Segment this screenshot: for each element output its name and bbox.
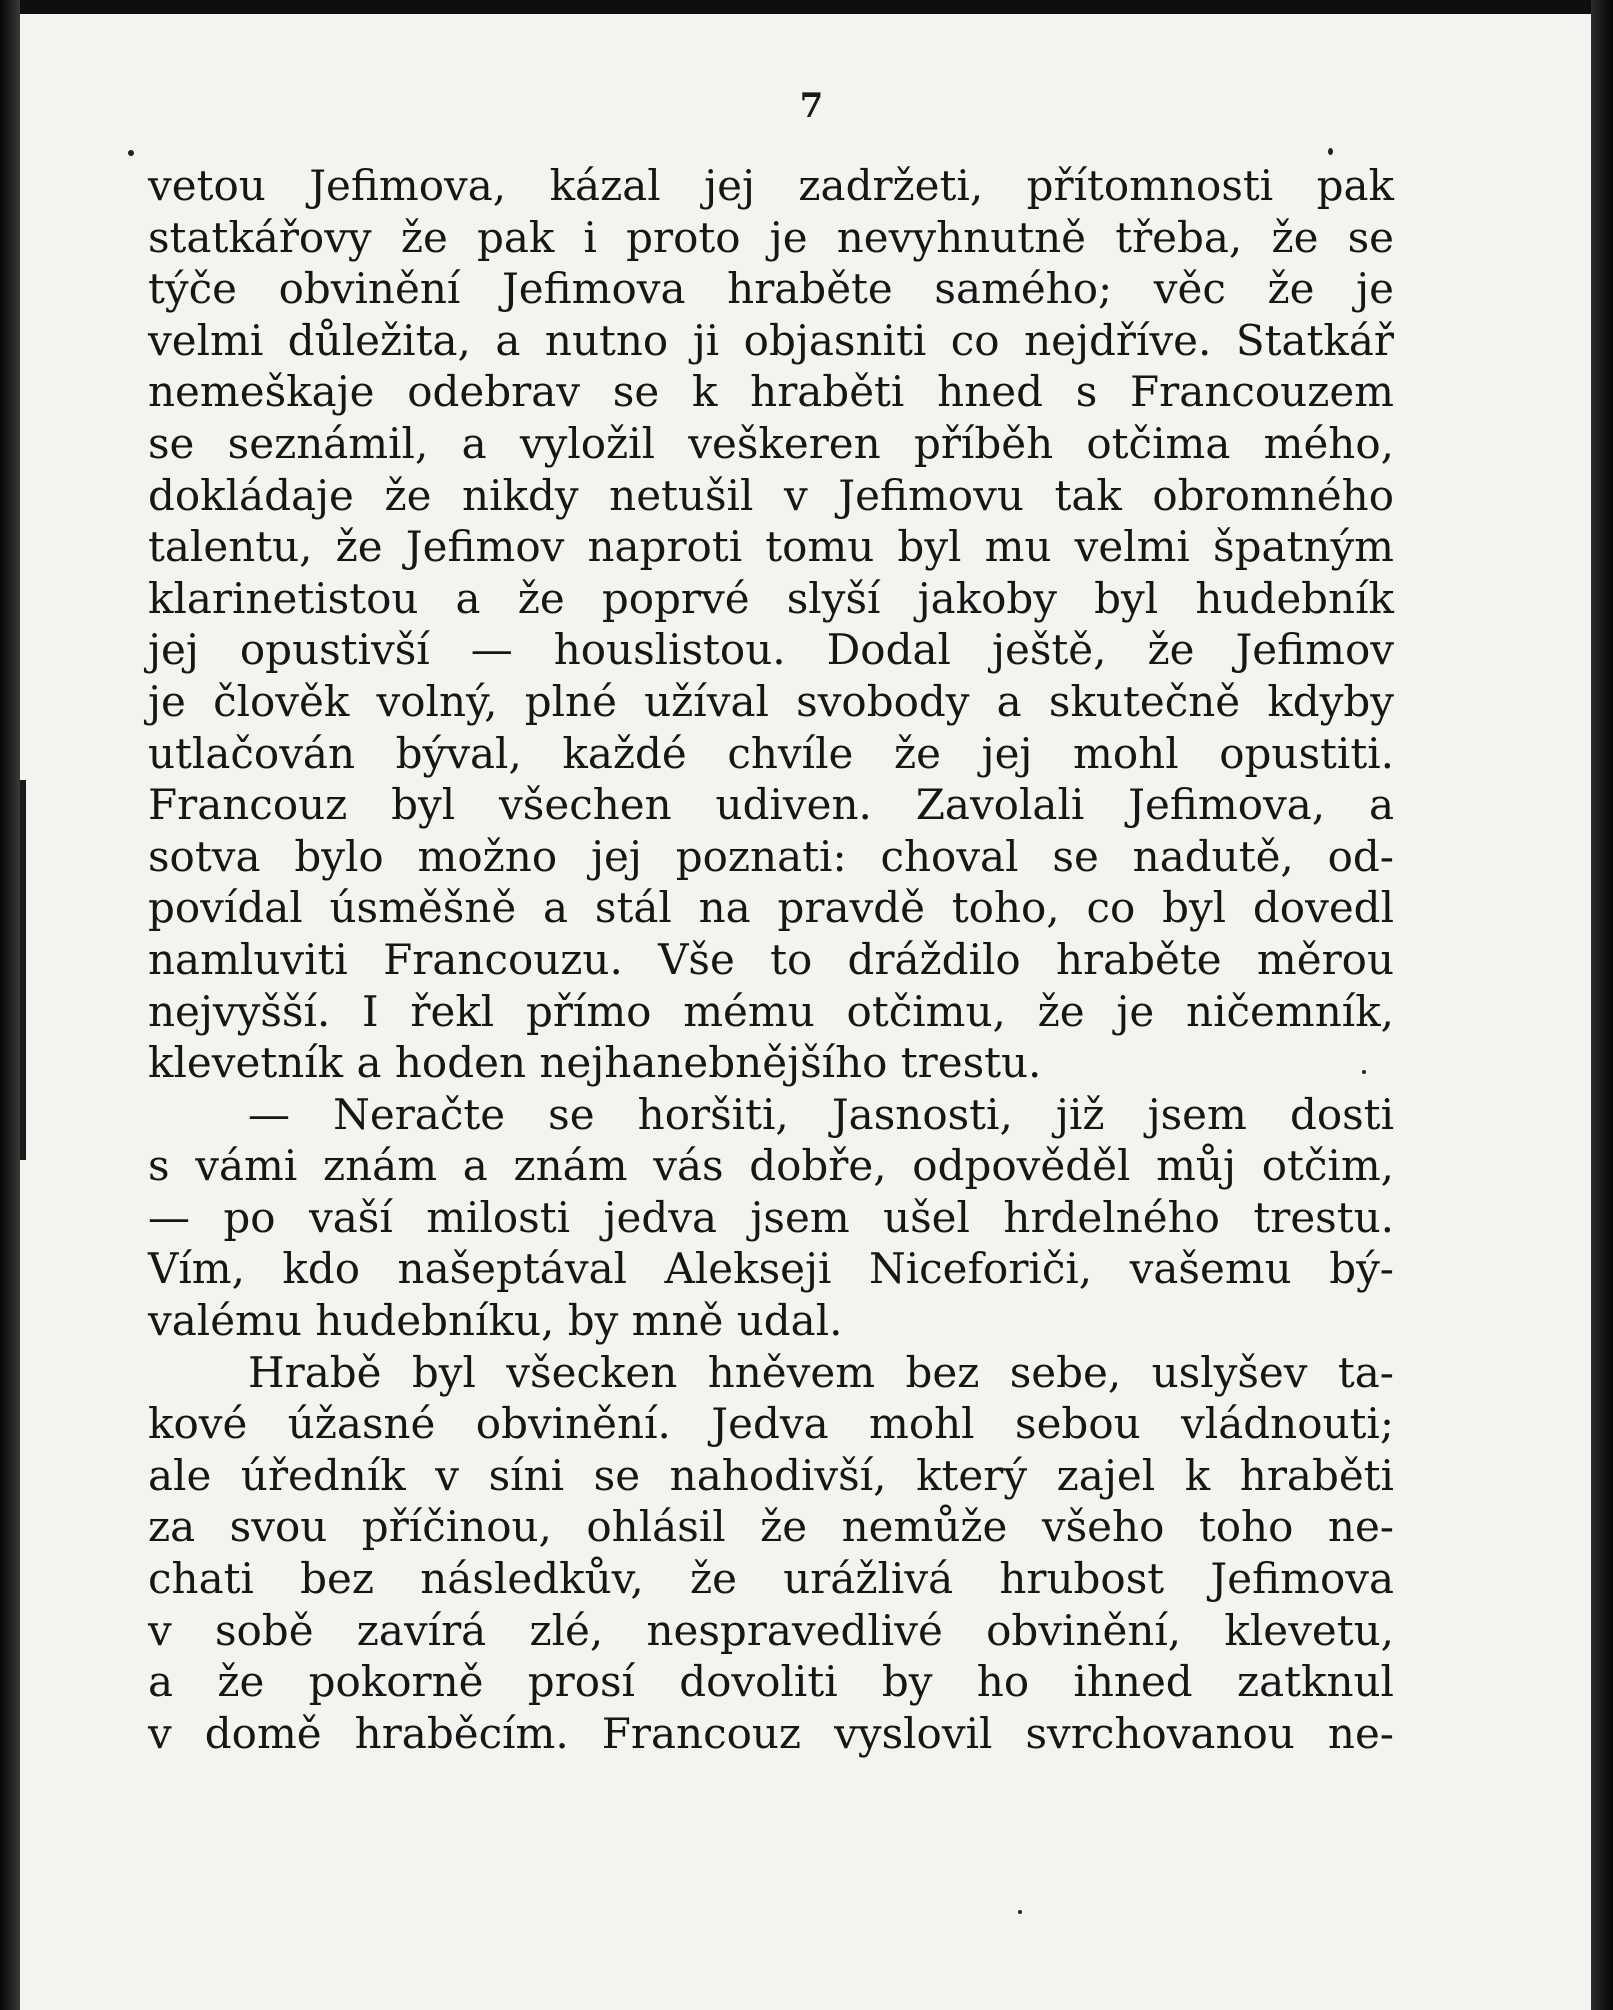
text-line: Vím, kdo našeptával Alekseji Niceforiči, vašemu bý-: [148, 1244, 1394, 1294]
text-line: Hrabě byl všecken hněvem bez sebe, uslyšev ta-: [248, 1347, 1394, 1397]
body-text: [148, 160, 1394, 1759]
text-line: s vámi znám a znám vás dobře, odpověděl můj otčim,: [148, 1141, 1394, 1191]
scan-border-top: [0, 0, 1613, 14]
text-line: a že pokorně prosí dovoliti by ho ihned zatknul: [148, 1657, 1394, 1707]
text-line: za svou příčinou, ohlásil že nemůže všeho toho ne-: [148, 1502, 1394, 1552]
ink-speck: [128, 150, 134, 156]
ink-speck: [1328, 148, 1333, 155]
text-line: v domě hraběcím. Francouz vyslovil svrchovanou ne-: [148, 1708, 1394, 1758]
page-number: 7: [799, 86, 824, 126]
text-line: utlačován býval, každé chvíle že jej mohl opustiti.: [148, 728, 1394, 778]
text-line: valému hudebníku, by mně udal.: [148, 1296, 843, 1346]
text-line: statkářovy že pak i proto je nevyhnutně třeba, že se: [148, 212, 1394, 262]
binding-edge: [20, 780, 26, 1160]
text-line: klarinetistou a že poprvé slyší jakoby byl hudebník: [148, 573, 1394, 623]
text-line: kové úžasné obvinění. Jedva mohl sebou vládnouti;: [148, 1399, 1394, 1449]
scan-border-left: [0, 0, 20, 2010]
text-line: — Neračte se horšiti, Jasnosti, již jsem dosti: [248, 1089, 1394, 1139]
text-line: je člověk volný, plné užíval svobody a skutečně kdyby: [148, 676, 1394, 726]
text-line: se seznámil, a vyložil veškeren příběh otčima mého,: [148, 418, 1394, 468]
ink-speck: [1018, 1910, 1022, 1914]
text-line: Francouz byl všechen udiven. Zavolali Jefimova, a: [148, 780, 1394, 830]
text-line: nemeškaje odebrav se k hraběti hned s Francouzem: [148, 367, 1394, 417]
scan-border-right: [1591, 0, 1613, 2010]
text-line: velmi důležita, a nutno ji objasniti co nejdříve. Statkář: [148, 315, 1394, 365]
text-line: jej opustivší — houslistou. Dodal ještě, že Jefimov: [148, 625, 1394, 675]
text-line: nejvyšší. I řekl přímo mému otčimu, že je ničemník,: [148, 986, 1394, 1036]
text-line: povídal úsměšně a stál na pravdě toho, co byl dovedl: [148, 883, 1394, 933]
text-line: týče obvinění Jefimova hraběte samého; věc že je: [148, 264, 1394, 314]
text-line: klevetník a hoden nejhanebnějšího trestu.: [148, 1038, 1042, 1088]
text-line: ale úředník v síni se nahodivší, který zajel k hraběti: [148, 1450, 1394, 1500]
text-line: namluviti Francouzu. Vše to dráždilo hraběte měrou: [148, 934, 1394, 984]
text-line: vetou Jefimova, kázal jej zadržeti, přítomnosti pak: [148, 161, 1394, 210]
text-line: — po vaší milosti jedva jsem ušel hrdelného trestu.: [148, 1192, 1394, 1242]
text-line: chati bez následkův, že urážlivá hrubost Jefimova: [148, 1554, 1394, 1604]
text-line: dokládaje že nikdy netušil v Jefimovu tak obromného: [148, 470, 1394, 520]
text-line: v sobě zavírá zlé, nespravedlivé obvinění, klevetu,: [148, 1605, 1394, 1655]
text-line: talentu, že Jefimov naproti tomu byl mu velmi špatným: [148, 522, 1394, 572]
text-line: sotva bylo možno jej poznati: choval se nadutě, od-: [148, 831, 1394, 881]
